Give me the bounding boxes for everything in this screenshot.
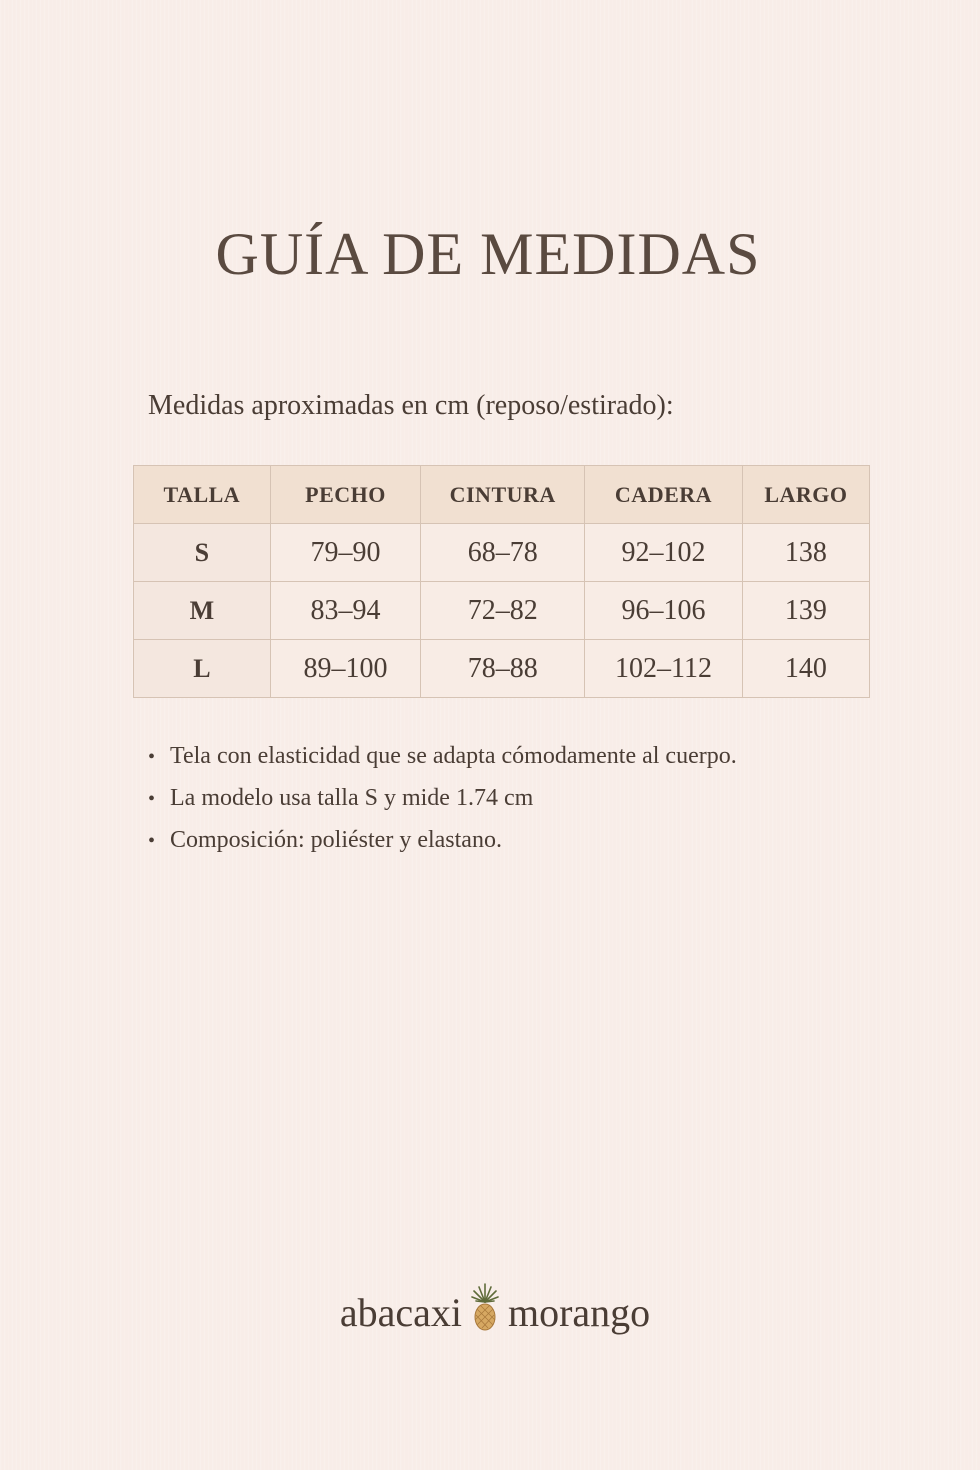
size-chart-table: [133, 465, 870, 698]
note-text: Tela con elasticidad que se adapta cómodamente al cuerpo.: [170, 743, 737, 769]
note-text: La modelo usa talla S y mide 1.74 cm: [170, 785, 534, 811]
header-talla: TALLA: [134, 466, 271, 524]
note-text: Composición: poliéster y elastano.: [170, 827, 502, 853]
bullet-icon: •: [148, 746, 156, 768]
size-cell: M: [134, 582, 271, 640]
table-row: [134, 582, 870, 640]
largo-cell: 138: [742, 524, 869, 582]
brand-name-left: abacaxi: [339, 1290, 462, 1335]
page-title: GUÍA DE MEDIDAS: [215, 221, 761, 287]
pecho-cell: 83–94: [270, 582, 421, 640]
pecho-cell: 79–90: [270, 524, 421, 582]
table-header-row: [134, 466, 870, 524]
largo-cell: 140: [742, 640, 869, 698]
list-item: [148, 735, 737, 777]
table-caption: Medidas aproximadas en cm (reposo/estirado):: [148, 390, 674, 421]
header-pecho: PECHO: [270, 466, 421, 524]
cadera-cell: 96–106: [585, 582, 743, 640]
cadera-cell: 92–102: [585, 524, 743, 582]
header-cadera: CADERA: [585, 466, 743, 524]
size-cell: S: [134, 524, 271, 582]
size-cell: L: [134, 640, 271, 698]
bullet-icon: •: [148, 830, 156, 852]
brand-name-right: morango: [507, 1290, 651, 1335]
list-item: [148, 777, 737, 819]
cintura-cell: 68–78: [421, 524, 585, 582]
cadera-cell: 102–112: [585, 640, 743, 698]
brand-logo: [0, 1282, 980, 1339]
bullet-icon: •: [148, 788, 156, 810]
cintura-cell: 78–88: [421, 640, 585, 698]
header-largo: LARGO: [742, 466, 869, 524]
list-item: [148, 819, 737, 861]
table-row: [134, 524, 870, 582]
pineapple-icon: [462, 1290, 508, 1335]
table-row: [134, 640, 870, 698]
notes-list: [148, 735, 737, 861]
largo-cell: 139: [742, 582, 869, 640]
header-cintura: CINTURA: [421, 466, 585, 524]
cintura-cell: 72–82: [421, 582, 585, 640]
pecho-cell: 89–100: [270, 640, 421, 698]
